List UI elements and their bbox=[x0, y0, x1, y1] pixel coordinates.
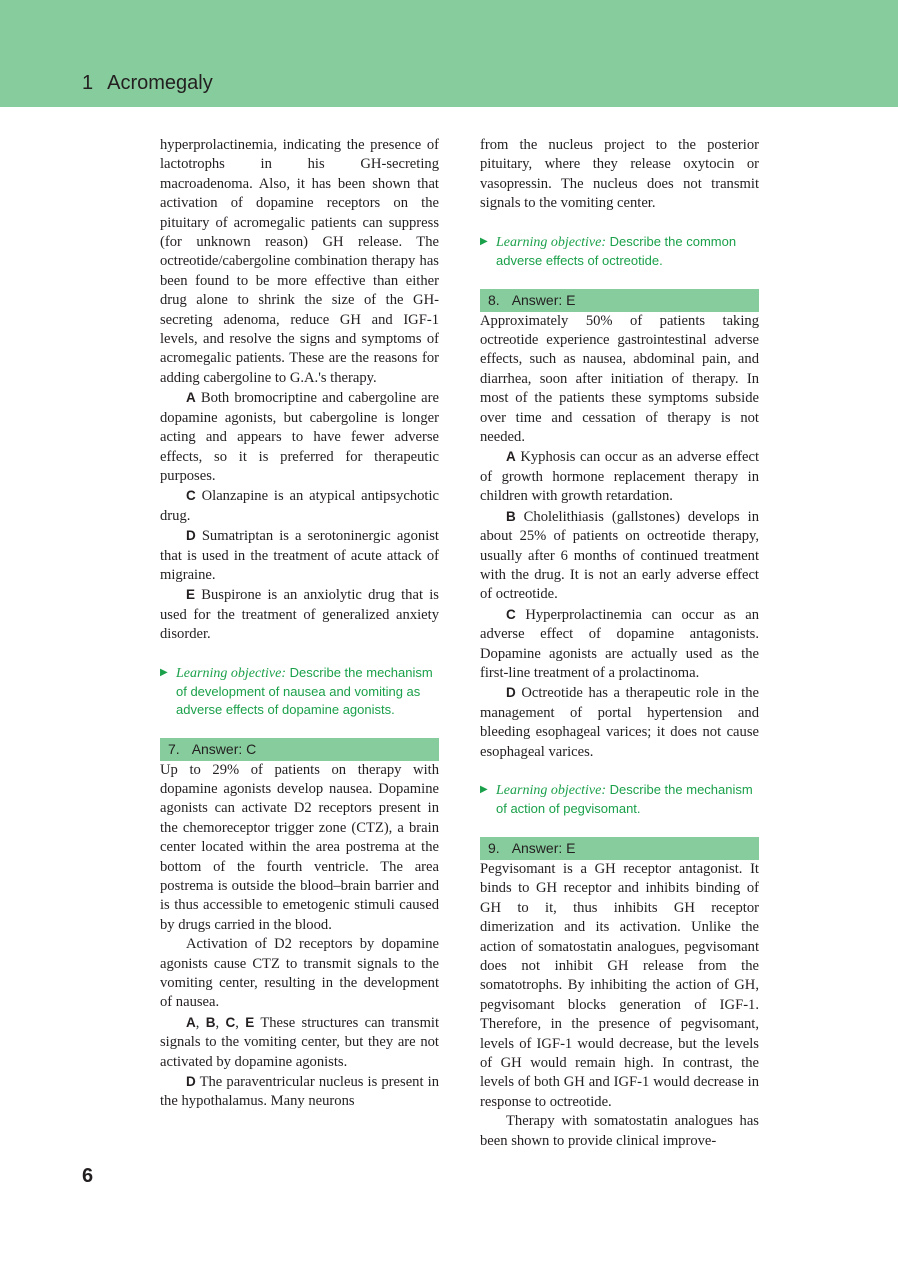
paragraph: Therapy with somatostatin analogues has been shown to provide clinical improve- bbox=[480, 1113, 759, 1149]
paragraph: Pegvisomant is a GH receptor antagonist. It binds to GH receptor and inhibits binding of GH to it, thus inhibits GH receptor dimerization and its activation. Unlike the action of somatostatin analogues, pegvisomant does not inhibit GH release from the somatotrophs. By inhibiting the action of GH, pegvisomant blocks generation of IGF-1. Therefore, in the presence of pegvisomant, levels of IGF-1 would decrease, but the levels of GH would remain high. In contrast, the levels of both GH and IGF-1 would decrease in response to octreotide. bbox=[480, 860, 759, 1110]
option-e-paragraph bbox=[160, 585, 439, 644]
option-label: B bbox=[205, 1014, 216, 1030]
page-number: 6 bbox=[82, 1165, 94, 1187]
option-text: Cholelithiasis (gallstones) develops in about 25% of patients on octreotide therapy, usually after 6 months of continued treatment with the drug. It is not an early adverse effect of octreotide. bbox=[480, 508, 759, 603]
paragraph: Approximately 50% of patients taking octreotide experience gastrointestinal adverse effects, such as nausea, abdominal pain, and diarrhea, soon after initiation of therapy. In most of the patients these symptoms subside over time and cessation of therapy is not needed. bbox=[480, 312, 759, 446]
learning-objective-label: Learning objective: bbox=[496, 782, 607, 798]
answer-number: 8. bbox=[488, 291, 500, 308]
paragraph: Activation of D2 receptors by dopamine agonists cause CTZ to transmit signals to the vomiting center, resulting in the development of nausea. bbox=[160, 936, 439, 1011]
option-label: E bbox=[186, 587, 196, 603]
learning-objective bbox=[480, 233, 759, 270]
paragraph: from the nucleus project to the posterior pituitary, where they release oxytocin or vasopressin. The nucleus does not transmit signals to the vomiting center. bbox=[480, 137, 759, 212]
option-label: D bbox=[506, 685, 516, 701]
triangle-bullet-icon: ▶ bbox=[480, 235, 488, 247]
learning-objective bbox=[480, 781, 759, 818]
option-label: A bbox=[186, 1014, 196, 1030]
learning-objective-label: Learning objective: bbox=[496, 234, 607, 250]
learning-objective-text: Describe the common adverse effects of octreotide. bbox=[496, 233, 737, 268]
learning-objective-text: Describe the mechanism of action of pegvisomant. bbox=[496, 781, 753, 816]
answer-label: Answer: E bbox=[511, 839, 576, 856]
option-label: D bbox=[186, 528, 196, 544]
learning-objective-text: Describe the mechanism of development of nausea and vomiting as adverse effects of dopamine agonists. bbox=[176, 664, 433, 717]
option-text: Both bromocriptine and cabergoline are dopamine agonists, but cabergoline is longer acting and appears to have fewer adverse effects, so it is preferred for therapeutic purposes. bbox=[160, 390, 439, 484]
option-c-paragraph bbox=[480, 605, 759, 684]
option-a-paragraph bbox=[160, 388, 439, 486]
separator: , bbox=[215, 1014, 226, 1031]
option-c-paragraph bbox=[160, 486, 439, 526]
answer-label: Answer: C bbox=[191, 740, 257, 757]
chapter-heading bbox=[82, 72, 213, 95]
triangle-bullet-icon: ▶ bbox=[160, 666, 168, 678]
option-text: Buspirone is an anxiolytic drug that is used for the treatment of generalized anxiety disorder. bbox=[160, 587, 439, 643]
option-d-paragraph bbox=[480, 683, 759, 762]
separator: , bbox=[195, 1014, 206, 1031]
option-d-paragraph bbox=[160, 526, 439, 585]
option-label: A bbox=[186, 390, 196, 406]
option-text: Octreotide has a therapeutic role in the management of portal hypertension and bleeding esophageal varices; it does not cause esophageal varices. bbox=[480, 685, 759, 760]
option-text: The paraventricular nucleus is present in the hypothalamus. Many neurons bbox=[160, 1074, 439, 1110]
option-text: Sumatriptan is a serotoninergic agonist that is used in the treatment of acute attack of migraine. bbox=[160, 528, 439, 583]
paragraph: hyperprolactinemia, indicating the presence of lactotrophs in his GH-secreting macroadenoma. Also, it has been shown that activation of dopamine receptors on the pituitary of acromegalic patients can suppress (for unknown reason) GH release. The octreotide/cabergoline combination therapy has been found to be more effective than either drug alone to shrink the size of the GH-secreting adenoma, reduce GH and IGF-1 levels, and resolve the signs and symptoms of acromegalic patients. These are the reasons for adding cabergoline to G.A.'s therapy. bbox=[160, 137, 439, 386]
option-text: Kyphosis can occur as an adverse effect of growth hormone replacement therapy in children with growth retardation. bbox=[480, 449, 759, 505]
option-label: B bbox=[506, 508, 516, 524]
separator: , bbox=[235, 1014, 246, 1031]
left-column bbox=[160, 136, 439, 1112]
learning-objective-label: Learning objective: bbox=[176, 665, 287, 681]
chapter-title: Acromegaly bbox=[107, 72, 213, 94]
right-column bbox=[480, 136, 759, 1151]
option-b-paragraph bbox=[480, 507, 759, 605]
paragraph: Up to 29% of patients on therapy with dopamine agonists develop nausea. Dopamine agonists can activate D2 receptors present in the chemoreceptor trigger zone (CTZ), a brain center located within the area postrema at the bottom of the fourth ventricle. The area postrema is outside the blood–brain barrier and is thus accessible to emetogenic stimuli caused by drugs carried in the blood. bbox=[160, 761, 439, 933]
option-label: E bbox=[245, 1014, 255, 1030]
option-label: C bbox=[186, 488, 196, 504]
answer-number: 9. bbox=[488, 839, 500, 856]
triangle-bullet-icon: ▶ bbox=[480, 783, 488, 795]
option-label: C bbox=[506, 606, 516, 622]
option-label: C bbox=[225, 1014, 236, 1030]
answer-label: Answer: E bbox=[511, 291, 576, 308]
answer-number: 7. bbox=[168, 740, 180, 757]
option-text: Olanzapine is an atypical antipsychotic drug. bbox=[160, 488, 439, 524]
option-label: A bbox=[506, 449, 516, 465]
option-a-paragraph bbox=[480, 447, 759, 506]
answer-header bbox=[480, 837, 759, 860]
answer-header bbox=[160, 738, 439, 761]
option-abce-paragraph bbox=[160, 1013, 439, 1072]
chapter-number: 1 bbox=[82, 72, 94, 94]
option-label: D bbox=[186, 1074, 196, 1090]
learning-objective bbox=[160, 664, 439, 719]
option-d-paragraph bbox=[160, 1072, 439, 1112]
answer-header bbox=[480, 289, 759, 312]
option-text: These structures can transmit signals to the vomiting center, but they are not activated by dopamine agonists. bbox=[160, 1014, 440, 1070]
option-text: Hyperprolactinemia can occur as an adverse effect of dopamine antagonists. Dopamine agonists are actually used as the first-line treatment of a prolactinoma. bbox=[480, 606, 759, 681]
